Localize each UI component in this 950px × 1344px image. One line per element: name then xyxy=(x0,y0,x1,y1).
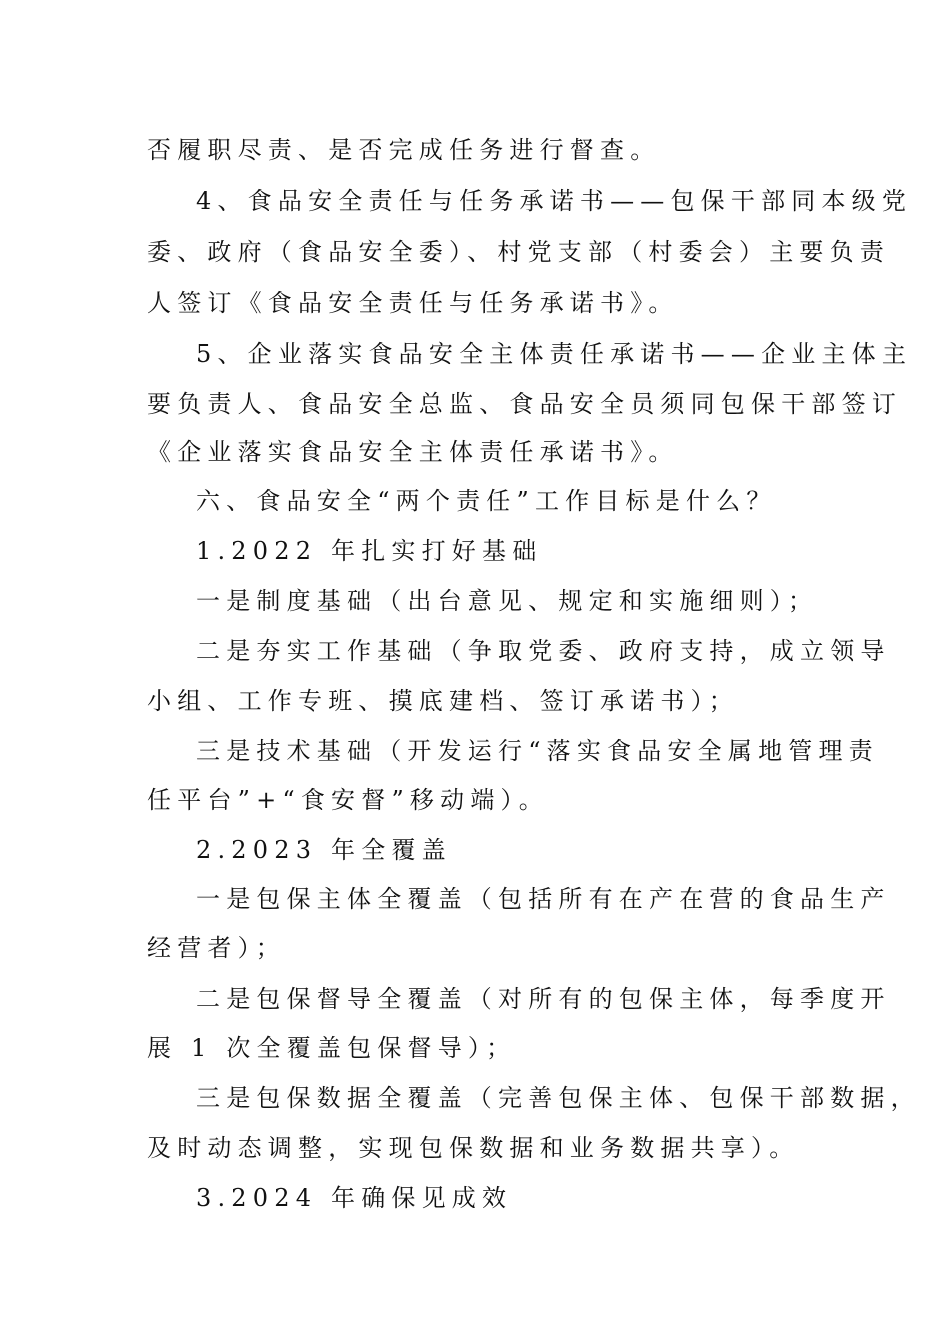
text-line: 一是包保主体全覆盖（包括所有在产在营的食品生产 xyxy=(196,885,891,913)
text-line: 4、食品安全责任与任务承诺书——包保干部同本级党 xyxy=(196,187,913,215)
text-line: 及时动态调整，实现包保数据和业务数据共享）。 xyxy=(147,1134,800,1162)
subsection-heading: 1.2022 年扎实打好基础 xyxy=(196,537,543,565)
text-line: 任平台”+“食安督”移动端）。 xyxy=(147,786,549,814)
text-line: 小组、工作专班、摸底建档、签订承诺书）； xyxy=(147,687,739,715)
text-line: 5、企业落实食品安全主体责任承诺书——企业主体主 xyxy=(196,340,913,368)
subsection-heading: 2.2023 年全覆盖 xyxy=(196,836,452,864)
subsection-heading: 3.2024 年确保见成效 xyxy=(196,1184,513,1212)
text-line: 经营者）； xyxy=(147,934,286,962)
text-line: 《企业落实食品安全主体责任承诺书》。 xyxy=(147,438,679,466)
text-line: 二是包保督导全覆盖（对所有的包保主体，每季度开 xyxy=(196,985,891,1013)
text-line: 二是夯实工作基础（争取党委、政府支持，成立领导 xyxy=(196,637,891,665)
section-heading: 六、食品安全“两个责任”工作目标是什么？ xyxy=(196,487,777,515)
text-line: 三是包保数据全覆盖（完善包保主体、包保干部数据， xyxy=(196,1084,921,1112)
text-line: 三是技术基础（开发运行“落实食品安全属地管理责 xyxy=(196,737,879,765)
text-line: 人签订《食品安全责任与任务承诺书》。 xyxy=(147,289,679,317)
text-line: 要负责人、食品安全总监、食品安全员须同包保干部签订 xyxy=(147,390,902,418)
text-line: 一是制度基础（出台意见、规定和实施细则）； xyxy=(196,587,819,615)
text-line: 否履职尽责、是否完成任务进行督查。 xyxy=(147,136,661,164)
text-line: 展 1 次全覆盖包保督导）； xyxy=(147,1034,517,1062)
text-line: 委、政府（食品安全委）、村党支部（村委会）主要负责 xyxy=(147,238,890,266)
